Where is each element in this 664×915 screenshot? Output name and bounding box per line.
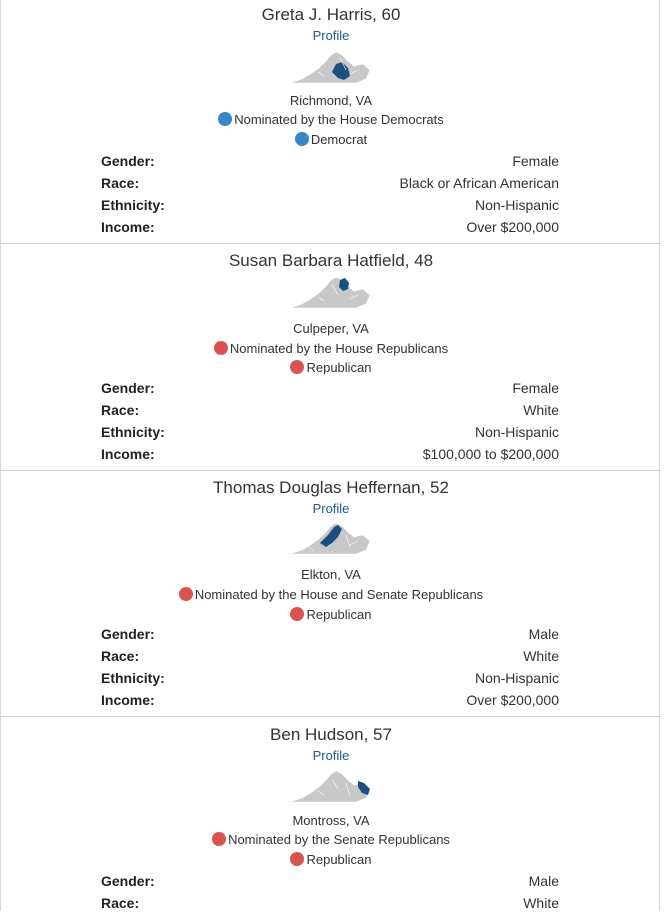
field-label: Race: <box>101 895 140 911</box>
location: Culpeper, VA <box>293 321 369 336</box>
party-dot-icon <box>290 607 304 621</box>
field-gender <box>101 380 559 400</box>
field-income <box>101 692 559 712</box>
field-value: Over $200,000 <box>466 219 559 235</box>
field-value: White <box>523 895 559 911</box>
field-gender <box>101 626 559 646</box>
nomination-dot-icon <box>218 112 232 126</box>
virginia-map-icon <box>288 50 374 88</box>
nomination <box>1 832 661 847</box>
party <box>1 607 661 622</box>
field-value: $100,000 to $200,000 <box>422 446 559 462</box>
party-text: Republican <box>306 360 372 375</box>
field-label: Race: <box>101 175 140 191</box>
nomination-text: Nominated by the House Democrats <box>234 112 444 127</box>
field-label: Ethnicity: <box>101 424 165 440</box>
field-gender <box>101 873 559 893</box>
party <box>1 132 661 147</box>
field-ethnicity <box>101 670 559 690</box>
field-value: White <box>523 648 559 664</box>
nomination-dot-icon <box>212 832 226 846</box>
profile-link[interactable]: Profile <box>312 748 350 763</box>
field-race <box>101 648 559 668</box>
field-value: Over $200,000 <box>466 692 559 708</box>
nomination-dot-icon <box>214 341 228 355</box>
field-label: Race: <box>101 402 140 418</box>
legislator-name: Thomas Douglas Heffernan, 52 <box>213 478 449 497</box>
field-label: Gender: <box>101 873 155 889</box>
field-value: Non-Hispanic <box>474 197 559 213</box>
party-text: Republican <box>306 607 372 622</box>
field-race <box>101 895 559 915</box>
location: Elkton, VA <box>301 567 361 582</box>
field-value: Male <box>528 626 559 642</box>
field-income <box>101 219 559 239</box>
legislator-name: Ben Hudson, 57 <box>270 725 392 744</box>
party-text: Republican <box>306 852 372 867</box>
field-label: Gender: <box>101 153 155 169</box>
field-label: Gender: <box>101 626 155 642</box>
nomination <box>1 341 661 356</box>
nomination-text: Nominated by the House Republicans <box>229 341 449 356</box>
legislator-name: Greta J. Harris, 60 <box>261 5 401 24</box>
field-value: Non-Hispanic <box>474 670 559 686</box>
virginia-map-icon <box>288 521 374 559</box>
field-label: Gender: <box>101 380 155 396</box>
party-dot-icon <box>295 132 309 146</box>
party-dot-icon <box>290 360 304 374</box>
profile-link[interactable]: Profile <box>312 28 350 43</box>
field-ethnicity <box>101 424 559 444</box>
field-race <box>101 402 559 422</box>
field-race <box>101 175 559 195</box>
field-value: Female <box>512 153 559 169</box>
virginia-map-icon <box>288 769 374 807</box>
field-label: Income: <box>101 692 155 708</box>
field-label: Ethnicity: <box>101 197 165 213</box>
legislator-card <box>1 717 661 911</box>
field-income <box>101 446 559 466</box>
field-label: Race: <box>101 648 140 664</box>
profile-link[interactable]: Profile <box>312 501 350 516</box>
legislator-card <box>1 471 661 717</box>
location: Richmond, VA <box>289 93 373 108</box>
party-text: Democrat <box>310 132 368 147</box>
field-label: Income: <box>101 219 155 235</box>
nomination-text: Nominated by the House and Senate Republicans <box>194 587 484 602</box>
field-ethnicity <box>101 197 559 217</box>
field-label: Income: <box>101 446 155 462</box>
field-gender <box>101 153 559 173</box>
nomination <box>1 112 661 127</box>
field-value: Male <box>528 873 559 889</box>
legislator-card <box>1 0 661 244</box>
party <box>1 360 661 375</box>
nomination <box>1 587 661 602</box>
location: Montross, VA <box>292 813 370 828</box>
nomination-dot-icon <box>179 587 193 601</box>
legislator-name: Susan Barbara Hatfield, 48 <box>228 251 434 270</box>
field-value: White <box>523 402 559 418</box>
legislator-card <box>1 244 661 471</box>
party <box>1 852 661 867</box>
field-value: Black or African American <box>399 175 559 191</box>
field-label: Ethnicity: <box>101 670 165 686</box>
nomination-text: Nominated by the Senate Republicans <box>228 832 450 847</box>
party-dot-icon <box>290 852 304 866</box>
field-value: Non-Hispanic <box>474 424 559 440</box>
field-value: Female <box>512 380 559 396</box>
virginia-map-icon <box>288 275 374 313</box>
